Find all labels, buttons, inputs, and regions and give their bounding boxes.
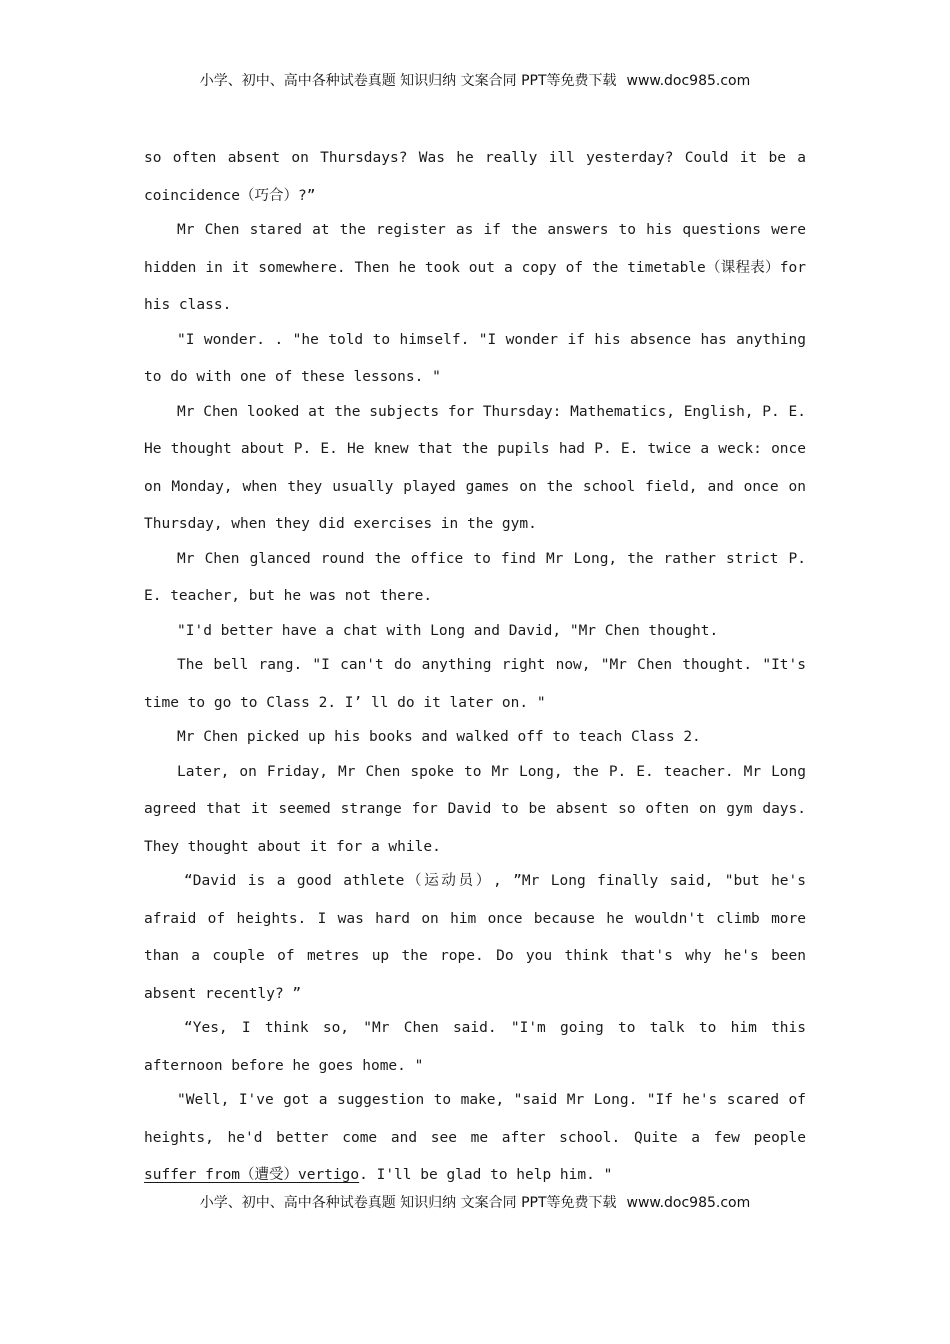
paragraph-last	[144, 1082, 806, 1195]
paragraph: Mr Chen glanced round the office to find Mr Long, the rather strict P. E. teacher, but he was not there.	[144, 550, 806, 604]
page-footer	[0, 1192, 950, 1212]
paragraph: Mr Chen looked at the subjects for Thursday: Mathematics, English, P. E. He thought about P. E. He knew that the pupils had P. E. twice a weck: once on Monday, when they usually played games on the school field, and once on Thursday, when they did exercises in the gym.	[144, 403, 806, 532]
paragraph-text: "Well, I've got a suggestion to make, "said Mr Long. "If he's scared of heights, he'd better come and see me after school. Quite a few people	[144, 1092, 806, 1146]
paragraph: so often absent on Thursdays? Was he really ill yesterday? Could it be a coincidence（巧合）?”	[144, 150, 806, 204]
paragraph: The bell rang. "I can't do anything right now, "Mr Chen thought. "It's time to go to Class 2. I’ ll do it later on. "	[144, 657, 806, 711]
footer-text: 小学、初中、高中各种试卷真题 知识归纳 文案合同 PPT等免费下载	[199, 1195, 617, 1211]
paragraph: “David is a good athlete（运动员）, ”Mr Long finally said, "but he's afraid of heights. I was hard on him once because he wouldn't climb more than a couple of metres up the rope. Do you think that's why he's been absent recently? ”	[144, 873, 806, 1002]
underlined-phrase: suffer from（遭受）vertigo	[144, 1167, 360, 1183]
footer-site: www.doc985.com	[626, 1195, 751, 1211]
paragraph: "I wonder. . "he told to himself. "I wonder if his absence has anything to do with one of these lessons. "	[144, 331, 806, 385]
paragraph: “Yes, I think so, "Mr Chen said. "I'm going to talk to him this afternoon before he goes home. "	[144, 1020, 806, 1074]
header-site: www.doc985.com	[626, 73, 751, 89]
paragraph: Mr Chen picked up his books and walked off to teach Class 2.	[177, 729, 701, 745]
header-text: 小学、初中、高中各种试卷真题 知识归纳 文案合同 PPT等免费下载	[199, 73, 617, 89]
page-header	[0, 70, 950, 90]
paragraph: Mr Chen stared at the register as if the answers to his questions were hidden in it somewhere. Then he took out a copy of the timetable（课程表）for his class.	[144, 222, 806, 313]
paragraph-text: . I'll be glad to help him. "	[359, 1167, 613, 1183]
paragraph: Later, on Friday, Mr Chen spoke to Mr Long, the P. E. teacher. Mr Long agreed that it seemed strange for David to be absent so often on gym days. They thought about it for a while.	[144, 763, 806, 855]
paragraph: "I'd better have a chat with Long and David, "Mr Chen thought.	[177, 622, 719, 639]
story-body	[144, 140, 806, 1192]
